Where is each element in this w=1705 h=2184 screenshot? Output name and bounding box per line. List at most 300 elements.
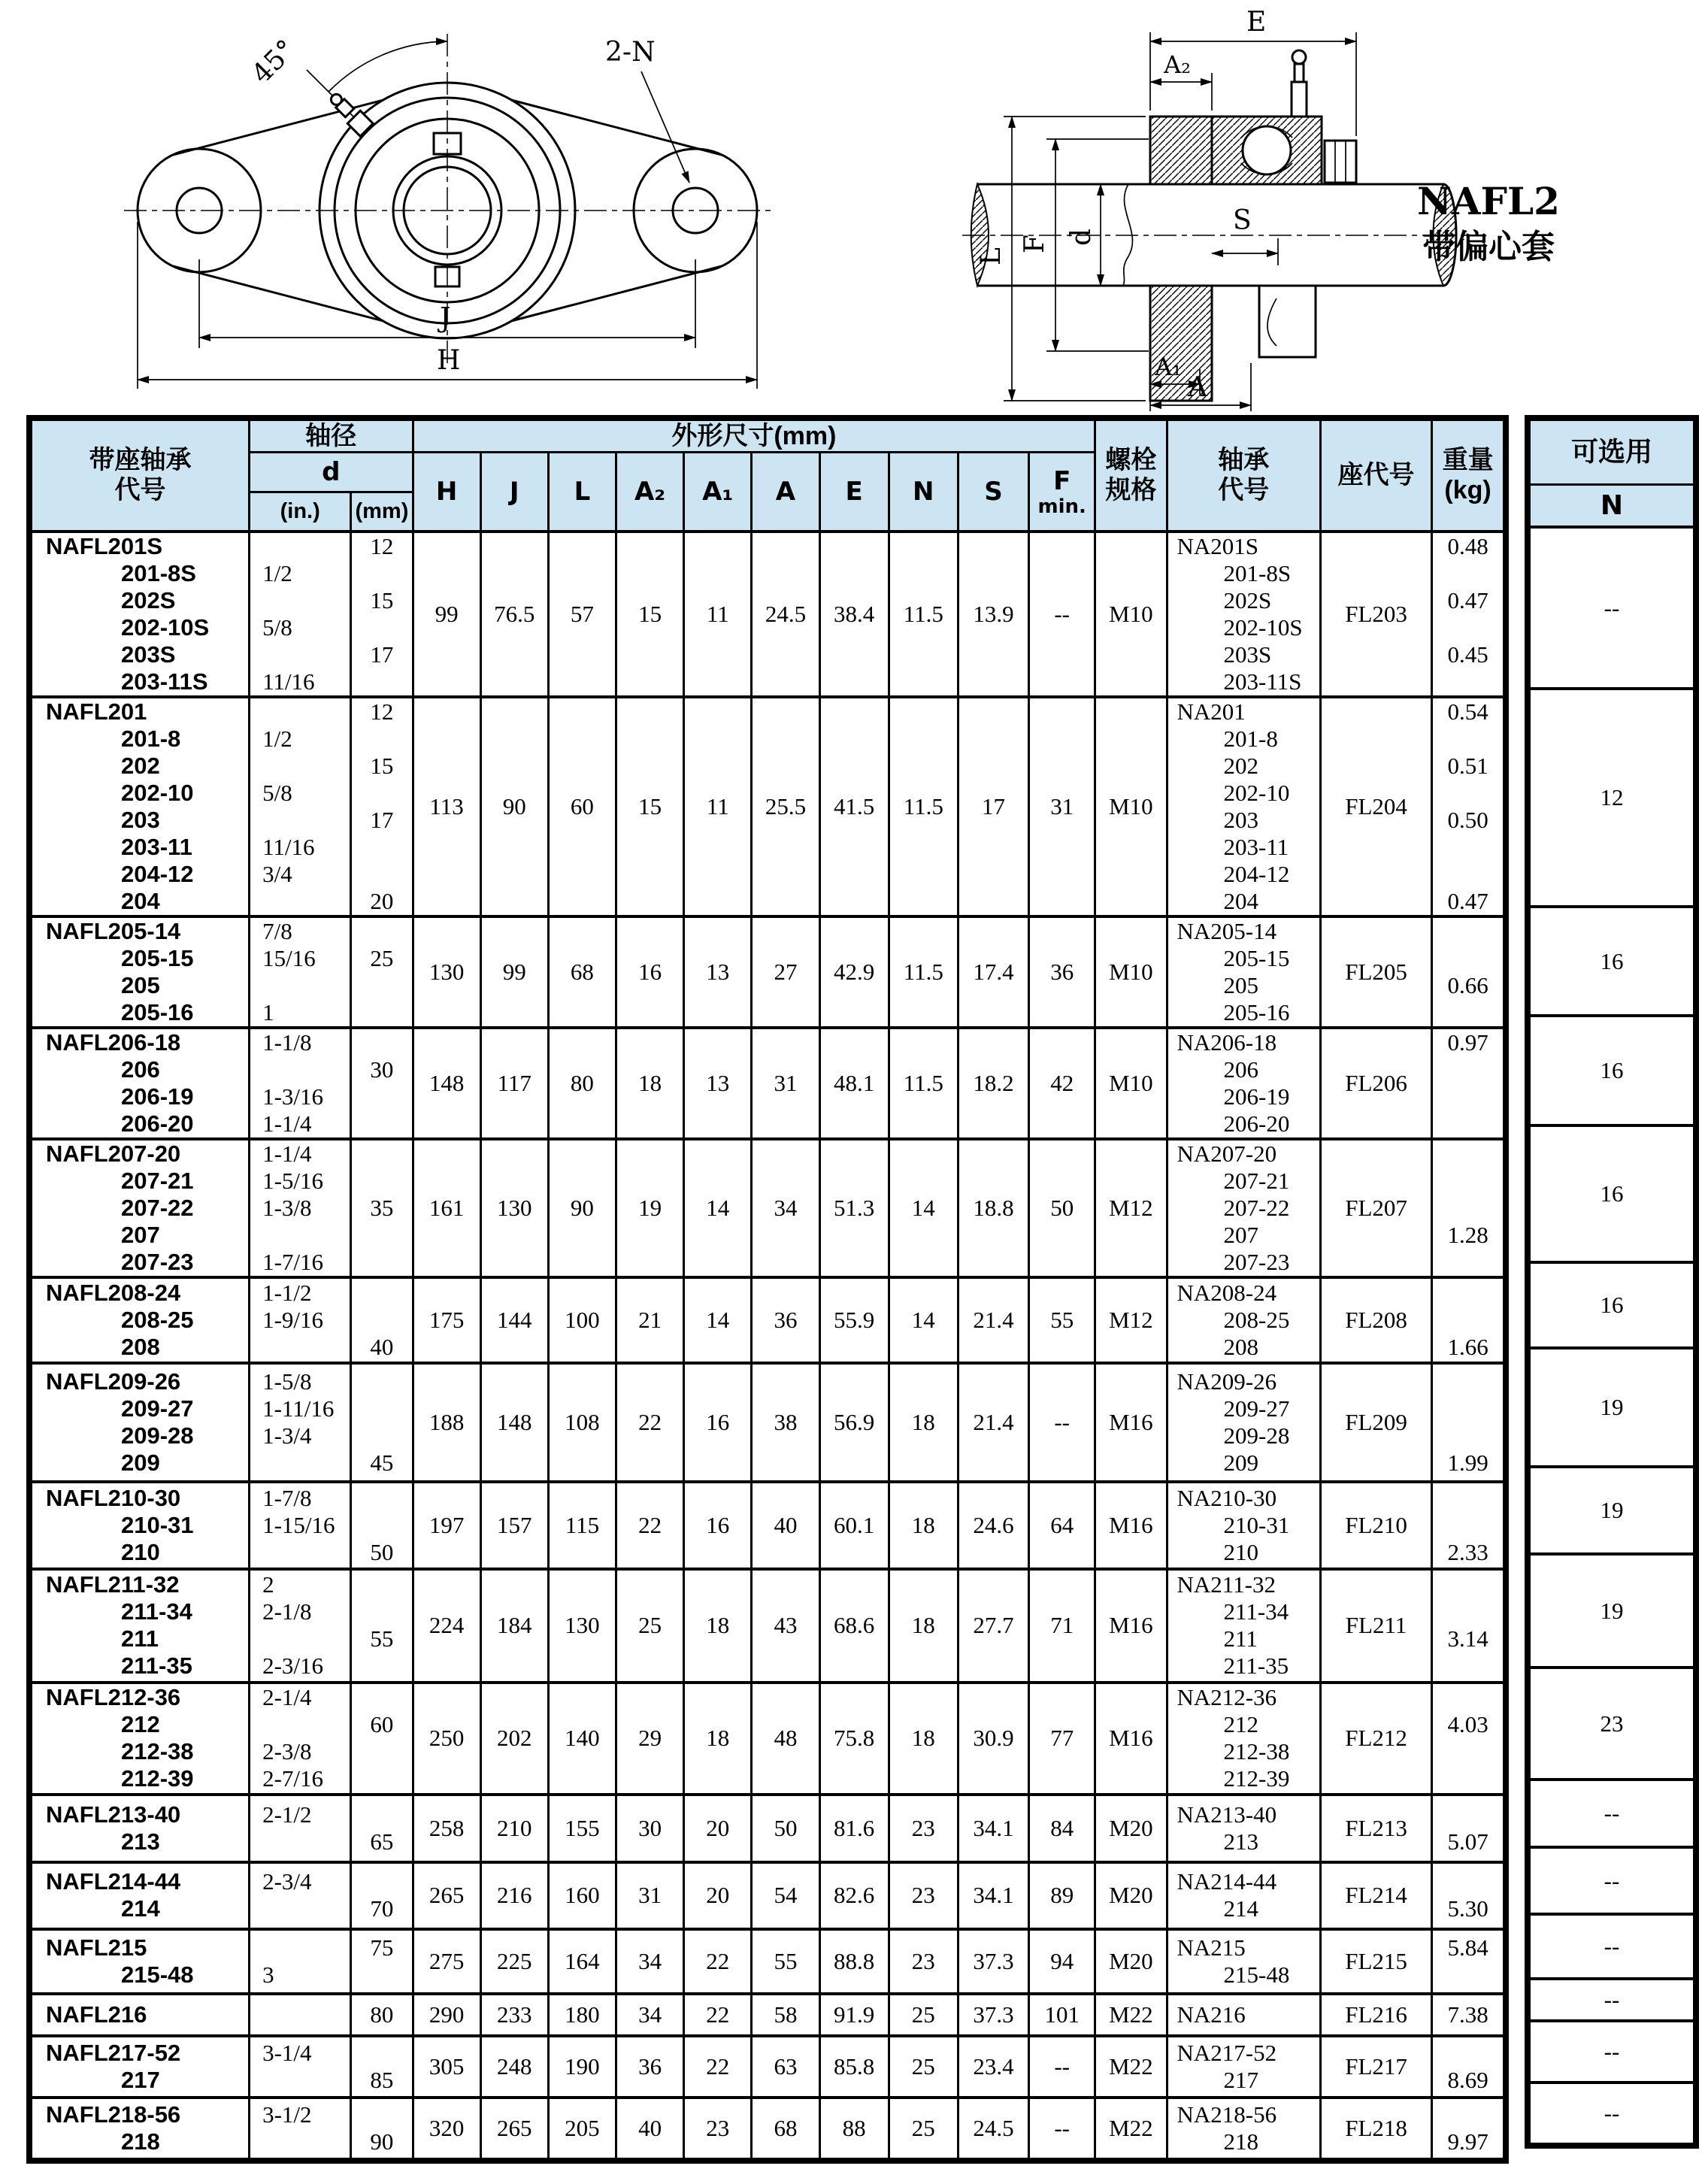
weight-value: [1433, 1652, 1503, 1680]
optional-header: [1528, 418, 1696, 527]
table-row: [29, 1028, 1506, 1139]
shaft-dia-inch: 1-11/16: [262, 1395, 335, 1422]
dim-n-value: 14: [889, 1139, 958, 1277]
bearing-code: 212-38: [1223, 1738, 1290, 1764]
designation: 202-10: [121, 779, 194, 806]
table-body: [29, 532, 1506, 2161]
dim-s-value: 21.4: [958, 1363, 1028, 1482]
shaft-mm-cell: [351, 2098, 413, 2161]
bearing-code: 202: [1223, 752, 1258, 779]
weight-value: [1433, 2101, 1503, 2128]
weight-value: [1433, 1249, 1503, 1276]
shaft-mm-cell: [351, 1482, 413, 1569]
designation: 211-34: [121, 1598, 192, 1625]
shaft-inch-cell: [250, 697, 351, 916]
shaft-dia-inch: 15/16: [262, 944, 316, 971]
shaft-dia-mm: 70: [370, 1895, 394, 1922]
weight-cell: [1432, 2036, 1506, 2098]
weight-value: [1433, 1571, 1503, 1598]
shaft-dia-mm: [352, 1368, 411, 1395]
dim-a1-value: 20: [684, 1862, 752, 1929]
weight-value: [1433, 780, 1503, 807]
header-dim-e: E: [819, 453, 889, 532]
shaft-dia-mm: 12: [370, 698, 394, 725]
dim-a1-value: 20: [684, 1795, 752, 1862]
angle-annotation: [246, 34, 447, 92]
designation: 209-27: [121, 1395, 194, 1422]
bearing-code: NA214-44: [1177, 1868, 1277, 1895]
dim-h-label: H: [437, 345, 461, 376]
designation: 201-8: [121, 725, 181, 752]
bearing-code: 217: [1223, 2066, 1258, 2093]
dim-j-value: 90: [480, 697, 548, 916]
table-row: [29, 916, 1506, 1028]
shaft-dia-mm: [352, 1422, 411, 1449]
bearing-code: 206-20: [1223, 1110, 1290, 1137]
bearing-code: 207-21: [1223, 1167, 1290, 1194]
series-caption: [1417, 179, 1560, 265]
dim-f-value: 50: [1029, 1139, 1095, 1277]
dim-a1-value: 11: [684, 532, 752, 697]
shaft-dia-inch: 2-3/16: [262, 1652, 324, 1679]
shaft-mm-cell: [351, 1994, 413, 2036]
dim-a1-label: A₁: [1155, 353, 1182, 381]
dim-l-value: 205: [548, 2098, 616, 2161]
weight-cell: [1432, 1862, 1506, 1929]
table-row: [29, 697, 1506, 916]
designation: NAFL215: [46, 1934, 147, 1961]
weight-cell: [1432, 916, 1506, 1028]
designation-cell: [29, 1862, 250, 1929]
optional-row: [1528, 689, 1696, 907]
designation-cell: [29, 532, 250, 697]
header-dim-l: L: [548, 453, 616, 532]
shaft-inch-cell: [250, 2036, 351, 2098]
dim-e-value: 55.9: [819, 1277, 889, 1363]
shaft-dia-inch: [250, 1895, 350, 1922]
designation: 203-11: [121, 833, 192, 860]
dim-e-value: 48.1: [819, 1028, 889, 1139]
designation: NAFL208-24: [46, 1279, 181, 1306]
weight-value: 7.38: [1447, 2001, 1488, 2028]
designation: NAFL211-32: [46, 1571, 180, 1598]
weight-cell: [1432, 1994, 1506, 2036]
bearing-code: NA213-40: [1177, 1801, 1277, 1828]
dim-n-value: 18: [889, 1683, 958, 1795]
table-row: [29, 1569, 1506, 1683]
shaft-dia-inch: [250, 1056, 350, 1083]
dim-a1-value: 22: [684, 1929, 752, 1994]
designation: 208: [121, 1333, 160, 1360]
bearing-code: 208-25: [1223, 1306, 1290, 1333]
bearing-code: NA206-18: [1177, 1028, 1277, 1056]
designation-cell: [29, 1482, 250, 1569]
housing-code-value: FL218: [1320, 2098, 1431, 2161]
dim-f-value: --: [1029, 2098, 1095, 2161]
optional-n-value: --: [1528, 527, 1696, 689]
shaft-dia-inch: [250, 753, 350, 780]
designation: 202S: [121, 586, 176, 613]
weight-cell: [1432, 2098, 1506, 2161]
header-bolt: [1095, 418, 1167, 532]
shaft-dia-mm: [352, 1738, 411, 1765]
housing-code-value: FL205: [1320, 916, 1431, 1028]
shaft-dia-inch: 1-7/8: [262, 1484, 312, 1511]
shaft-dia-inch: [250, 2001, 350, 2028]
shaft-dia-mm: 17: [370, 641, 394, 668]
shaft-dia-inch: 2-3/8: [262, 1738, 312, 1764]
bearing-code-cell: [1167, 697, 1320, 916]
bearing-code: NA212-36: [1177, 1684, 1277, 1710]
weight-value: [1433, 834, 1503, 861]
weight-value: [1433, 1738, 1503, 1765]
optional-n-value: 16: [1528, 1125, 1696, 1262]
shaft-dia-inch: [250, 1711, 350, 1738]
shaft-dia-mm: [352, 1868, 411, 1895]
dim-n-value: 18: [889, 1482, 958, 1569]
designation-cell: [29, 1363, 250, 1482]
dim-a1-value: 23: [684, 2098, 752, 2161]
designation: 205-15: [121, 944, 194, 971]
weight-cell: [1432, 1795, 1506, 1862]
designation: NAFL213-40: [46, 1801, 181, 1828]
dim-s-value: 34.1: [958, 1862, 1028, 1929]
table-row: [29, 2036, 1506, 2098]
front-view-drawing: [124, 11, 771, 410]
dim-a2-value: 18: [616, 1028, 684, 1139]
weight-value: [1433, 918, 1503, 945]
dim-f-value: 31: [1029, 697, 1095, 916]
dim-a1-value: 18: [684, 1683, 752, 1795]
weight-value: [1433, 1140, 1503, 1168]
shaft-dia-inch: 11/16: [262, 833, 315, 860]
designation: 209: [121, 1449, 160, 1476]
designation-cell: [29, 1277, 250, 1363]
shaft-dia-inch: [250, 533, 350, 560]
dim-a2-value: 15: [616, 697, 684, 916]
bearing-code: 207-22: [1223, 1194, 1290, 1221]
bearing-code: 206: [1223, 1056, 1258, 1083]
housing-code-value: FL208: [1320, 1277, 1431, 1363]
bolt-size-value: M22: [1095, 2098, 1167, 2161]
dim-a-value: 40: [752, 1482, 819, 1569]
bearing-code: NA201: [1177, 698, 1246, 725]
shaft-dia-mm: 65: [370, 1828, 394, 1855]
designation-cell: [29, 1028, 250, 1139]
bearing-code-cell: [1167, 916, 1320, 1028]
bearing-code: 204-12: [1223, 860, 1290, 887]
shaft-dia-mm: [352, 1249, 411, 1276]
shaft-dia-inch: [250, 641, 350, 668]
weight-value: 0.97: [1447, 1028, 1488, 1056]
table-row: [29, 1683, 1506, 1795]
housing-code-value: FL210: [1320, 1482, 1431, 1569]
shaft-dia-mm: [352, 725, 411, 753]
shaft-inch-cell: [250, 1929, 351, 1994]
bolt-size-value: M16: [1095, 1683, 1167, 1795]
dim-a-value: 27: [752, 916, 819, 1028]
dim-e-value: 81.6: [819, 1795, 889, 1862]
bolt-callout: [605, 37, 689, 183]
dim-l: [976, 117, 1146, 401]
dim-a1-value: 14: [684, 1277, 752, 1363]
shaft-inch-cell: [250, 1683, 351, 1795]
designation: NAFL207-20: [46, 1140, 181, 1167]
shaft-dia-inch: 7/8: [262, 917, 292, 944]
dim-e-value: 68.6: [819, 1569, 889, 1683]
weight-cell: [1432, 532, 1506, 697]
shaft-inch-cell: [250, 2098, 351, 2161]
dim-n-value: 23: [889, 1929, 958, 1994]
designation: 203S: [121, 641, 176, 668]
bearing-code: 203-11: [1223, 833, 1289, 860]
designation: 218: [121, 2128, 160, 2155]
dim-n-value: 25: [889, 2036, 958, 2098]
bearing-code: 201-8S: [1223, 559, 1292, 586]
bearing-code: 203-11S: [1223, 668, 1302, 695]
designation: NAFL205-14: [46, 917, 181, 944]
shaft-dia-mm: [352, 1485, 411, 1512]
dim-a1-value: 18: [684, 1569, 752, 1683]
bearing-code-cell: [1167, 2098, 1320, 2161]
shaft-dia-inch: 5/8: [262, 613, 292, 641]
designation: NAFL209-26: [46, 1368, 181, 1395]
dim-s-value: 24.5: [958, 2098, 1028, 2161]
shaft-dia-mm: 75: [370, 1934, 394, 1961]
shaft-mm-cell: [351, 1862, 413, 1929]
housing-code-value: FL214: [1320, 1862, 1431, 1929]
table-row: [29, 1862, 1506, 1929]
shaft-dia-inch: [250, 1934, 350, 1961]
header-weight-line2: (kg): [1444, 476, 1491, 505]
optional-n-value: --: [1528, 1780, 1696, 1847]
shaft-dia-inch: [250, 2128, 350, 2155]
shaft-dia-mm: 60: [370, 1711, 394, 1737]
dim-h-value: 265: [413, 1862, 480, 1929]
shaft-inch-cell: [250, 1363, 351, 1482]
bolt-size-value: M10: [1095, 1028, 1167, 1139]
bearing-ball: [1243, 126, 1291, 174]
shaft-mm-cell: [351, 1569, 413, 1683]
housing-code-value: FL209: [1320, 1363, 1431, 1482]
bearing-code: 209-27: [1223, 1395, 1290, 1422]
dim-f-value: 42: [1029, 1028, 1095, 1139]
table-row: [29, 1482, 1506, 1569]
optional-n-value: 16: [1528, 907, 1696, 1016]
dim-a2-value: 21: [616, 1277, 684, 1363]
optional-n-value: --: [1528, 1914, 1696, 1979]
weight-value: [1433, 1110, 1503, 1137]
designation: 206-19: [121, 1083, 194, 1110]
bolt-size-value: M22: [1095, 2036, 1167, 2098]
designation: NAFL214-44: [46, 1868, 181, 1895]
shaft-dia-mm: [352, 1765, 411, 1792]
shaft-dia-mm: 85: [370, 2066, 394, 2093]
housing-code-value: FL213: [1320, 1795, 1431, 1862]
designation: 213: [121, 1828, 160, 1855]
dim-f-label: F: [1019, 235, 1050, 253]
dim-f-value: 89: [1029, 1862, 1095, 1929]
shaft-inch-cell: [250, 916, 351, 1028]
bearing-code-cell: [1167, 1363, 1320, 1482]
bolt-size-value: M22: [1095, 1994, 1167, 2036]
optional-row: [1528, 2083, 1696, 2146]
optional-row: [1528, 1780, 1696, 1847]
dim-s-label: S: [1233, 205, 1252, 236]
shaft-dia-inch: 1/2: [262, 559, 292, 586]
shaft-dia-inch: 3-1/2: [262, 2101, 312, 2128]
shaft-mm-cell: [351, 1929, 413, 1994]
optional-row: [1528, 1847, 1696, 1914]
optional-n-table: [1525, 415, 1699, 2149]
dim-n-value: 23: [889, 1862, 958, 1929]
dim-h-value: 275: [413, 1929, 480, 1994]
header-bearing-line2: 代号: [1218, 476, 1270, 505]
header-dim-a: A: [752, 453, 819, 532]
shaft-dia-inch: 2-1/2: [262, 1801, 312, 1828]
shaft-dia-mm: [352, 1280, 411, 1307]
dim-f-value: 55: [1029, 1277, 1095, 1363]
shaft-dia-mm: [352, 1307, 411, 1334]
bolt-callout-label: 2-N: [605, 37, 656, 68]
bolt-size-value: M10: [1095, 697, 1167, 916]
bearing-code: 210: [1223, 1538, 1258, 1565]
dim-a1-value: 11: [684, 697, 752, 916]
header-unit-code-line2: 代号: [114, 476, 166, 505]
shaft-dia-inch: 2: [262, 1571, 274, 1598]
shaft-dia-inch: [250, 1222, 350, 1249]
dim-a-value: 38: [752, 1363, 819, 1482]
dim-a2-value: 22: [616, 1482, 684, 1569]
weight-value: 1.66: [1447, 1333, 1488, 1360]
dim-s-value: 37.3: [958, 1994, 1028, 2036]
designation-cell: [29, 1795, 250, 1862]
dim-a2-value: 30: [616, 1795, 684, 1862]
bearing-code-cell: [1167, 2036, 1320, 2098]
shaft-dia-inch: 1-1/4: [262, 1110, 312, 1137]
bearing-code: 206-19: [1223, 1083, 1290, 1110]
designation: NAFL212-36: [46, 1684, 181, 1710]
designation: NAFL201S: [46, 532, 163, 559]
shaft-dia-mm: [352, 1961, 411, 1989]
weight-value: [1433, 560, 1503, 587]
shaft-dia-mm: 30: [370, 1056, 394, 1083]
dim-n-value: 11.5: [889, 697, 958, 916]
shaft-dia-mm: 40: [370, 1333, 394, 1360]
designation-cell: [29, 697, 250, 916]
dim-s-value: 30.9: [958, 1683, 1028, 1795]
housing-code-value: FL216: [1320, 1994, 1431, 2036]
optional-n-value: 19: [1528, 1467, 1696, 1554]
bearing-code: 202-10: [1223, 779, 1290, 806]
designation: 202: [121, 752, 160, 779]
dim-s-value: 23.4: [958, 2036, 1028, 2098]
dim-a-value: 50: [752, 1795, 819, 1862]
dim-j-value: 76.5: [480, 532, 548, 697]
dim-e-value: 42.9: [819, 916, 889, 1028]
shaft-mm-cell: [351, 1363, 413, 1482]
dim-a-value: 58: [752, 1994, 819, 2036]
weight-value: [1433, 1485, 1503, 1512]
dim-s-value: 13.9: [958, 532, 1028, 697]
dim-l-value: 180: [548, 1994, 616, 2036]
optional-n-value: 19: [1528, 1554, 1696, 1668]
shaft-dia-inch: 1-3/4: [262, 1422, 312, 1449]
shaft-dia-inch: 1-1/2: [262, 1279, 312, 1306]
weight-value: [1433, 668, 1503, 695]
bearing-code: NA218-56: [1177, 2101, 1277, 2128]
dim-f-value: --: [1029, 2036, 1095, 2098]
dim-e-value: 85.8: [819, 2036, 889, 2098]
optional-col-n: N: [1528, 484, 1696, 527]
dim-n-value: 25: [889, 2098, 958, 2161]
dim-n-value: 14: [889, 1277, 958, 1363]
shaft-dia-inch: [250, 2067, 350, 2094]
table-row: [29, 1363, 1506, 1482]
shaft-dia-inch: 1-3/16: [262, 1083, 324, 1110]
dim-a1-value: 13: [684, 916, 752, 1028]
dim-a2-value: 25: [616, 1569, 684, 1683]
weight-value: 0.54: [1447, 698, 1488, 725]
header-inch: (in.): [250, 492, 351, 532]
shaft-dia-mm: 55: [370, 1625, 394, 1652]
dim-l-value: 68: [548, 916, 616, 1028]
dim-l-value: 80: [548, 1028, 616, 1139]
dim-a2-value: 15: [616, 532, 684, 697]
shaft-inch-cell: [250, 1277, 351, 1363]
shaft-dia-mm: 17: [370, 806, 394, 833]
dim-a-value: 25.5: [752, 697, 819, 916]
weight-value: 0.50: [1447, 806, 1488, 833]
bearing-code: 202-10S: [1223, 613, 1303, 641]
shaft-dia-mm: 25: [370, 944, 394, 971]
housing-code-value: FL215: [1320, 1929, 1431, 1994]
dim-n-value: 25: [889, 1994, 958, 2036]
shaft-dia-mm: [352, 1652, 411, 1680]
dim-f-value: 71: [1029, 1569, 1095, 1683]
dim-a-value: 24.5: [752, 532, 819, 697]
bolt-size-value: M16: [1095, 1482, 1167, 1569]
weight-cell: [1432, 1929, 1506, 1994]
optional-n-value: 16: [1528, 1262, 1696, 1348]
weight-value: [1433, 1961, 1503, 1989]
weight-value: 0.47: [1447, 887, 1488, 914]
dim-a1-value: 13: [684, 1028, 752, 1139]
designation: 208-25: [121, 1306, 194, 1333]
designation-cell: [29, 916, 250, 1028]
shaft-dia-inch: 11/16: [262, 668, 315, 695]
dim-a-label: A: [1188, 372, 1207, 403]
header-dim-f-min: min.: [1037, 495, 1086, 518]
weight-value: [1433, 1598, 1503, 1625]
header-dim-n: N: [889, 453, 958, 532]
dim-j-value: 184: [480, 1569, 548, 1683]
shaft-inch-cell: [250, 1569, 351, 1683]
dim-j-value: 157: [480, 1482, 548, 1569]
dim-f-value: --: [1029, 532, 1095, 697]
shaft-dia-inch: 1-9/16: [262, 1306, 324, 1333]
dim-a2-value: 34: [616, 1929, 684, 1994]
header-dims-group: 外形尺寸(mm): [413, 418, 1095, 453]
shaft-dia-mm: 90: [370, 2128, 394, 2155]
weight-value: 0.45: [1447, 641, 1488, 668]
dim-e-value: 82.6: [819, 1862, 889, 1929]
designation: 207: [121, 1221, 160, 1248]
bearing-code: 213: [1223, 1828, 1258, 1855]
header-bolt-line2: 规格: [1105, 476, 1157, 505]
table-row: [29, 1795, 1506, 1862]
housing-code-value: FL204: [1320, 697, 1431, 916]
